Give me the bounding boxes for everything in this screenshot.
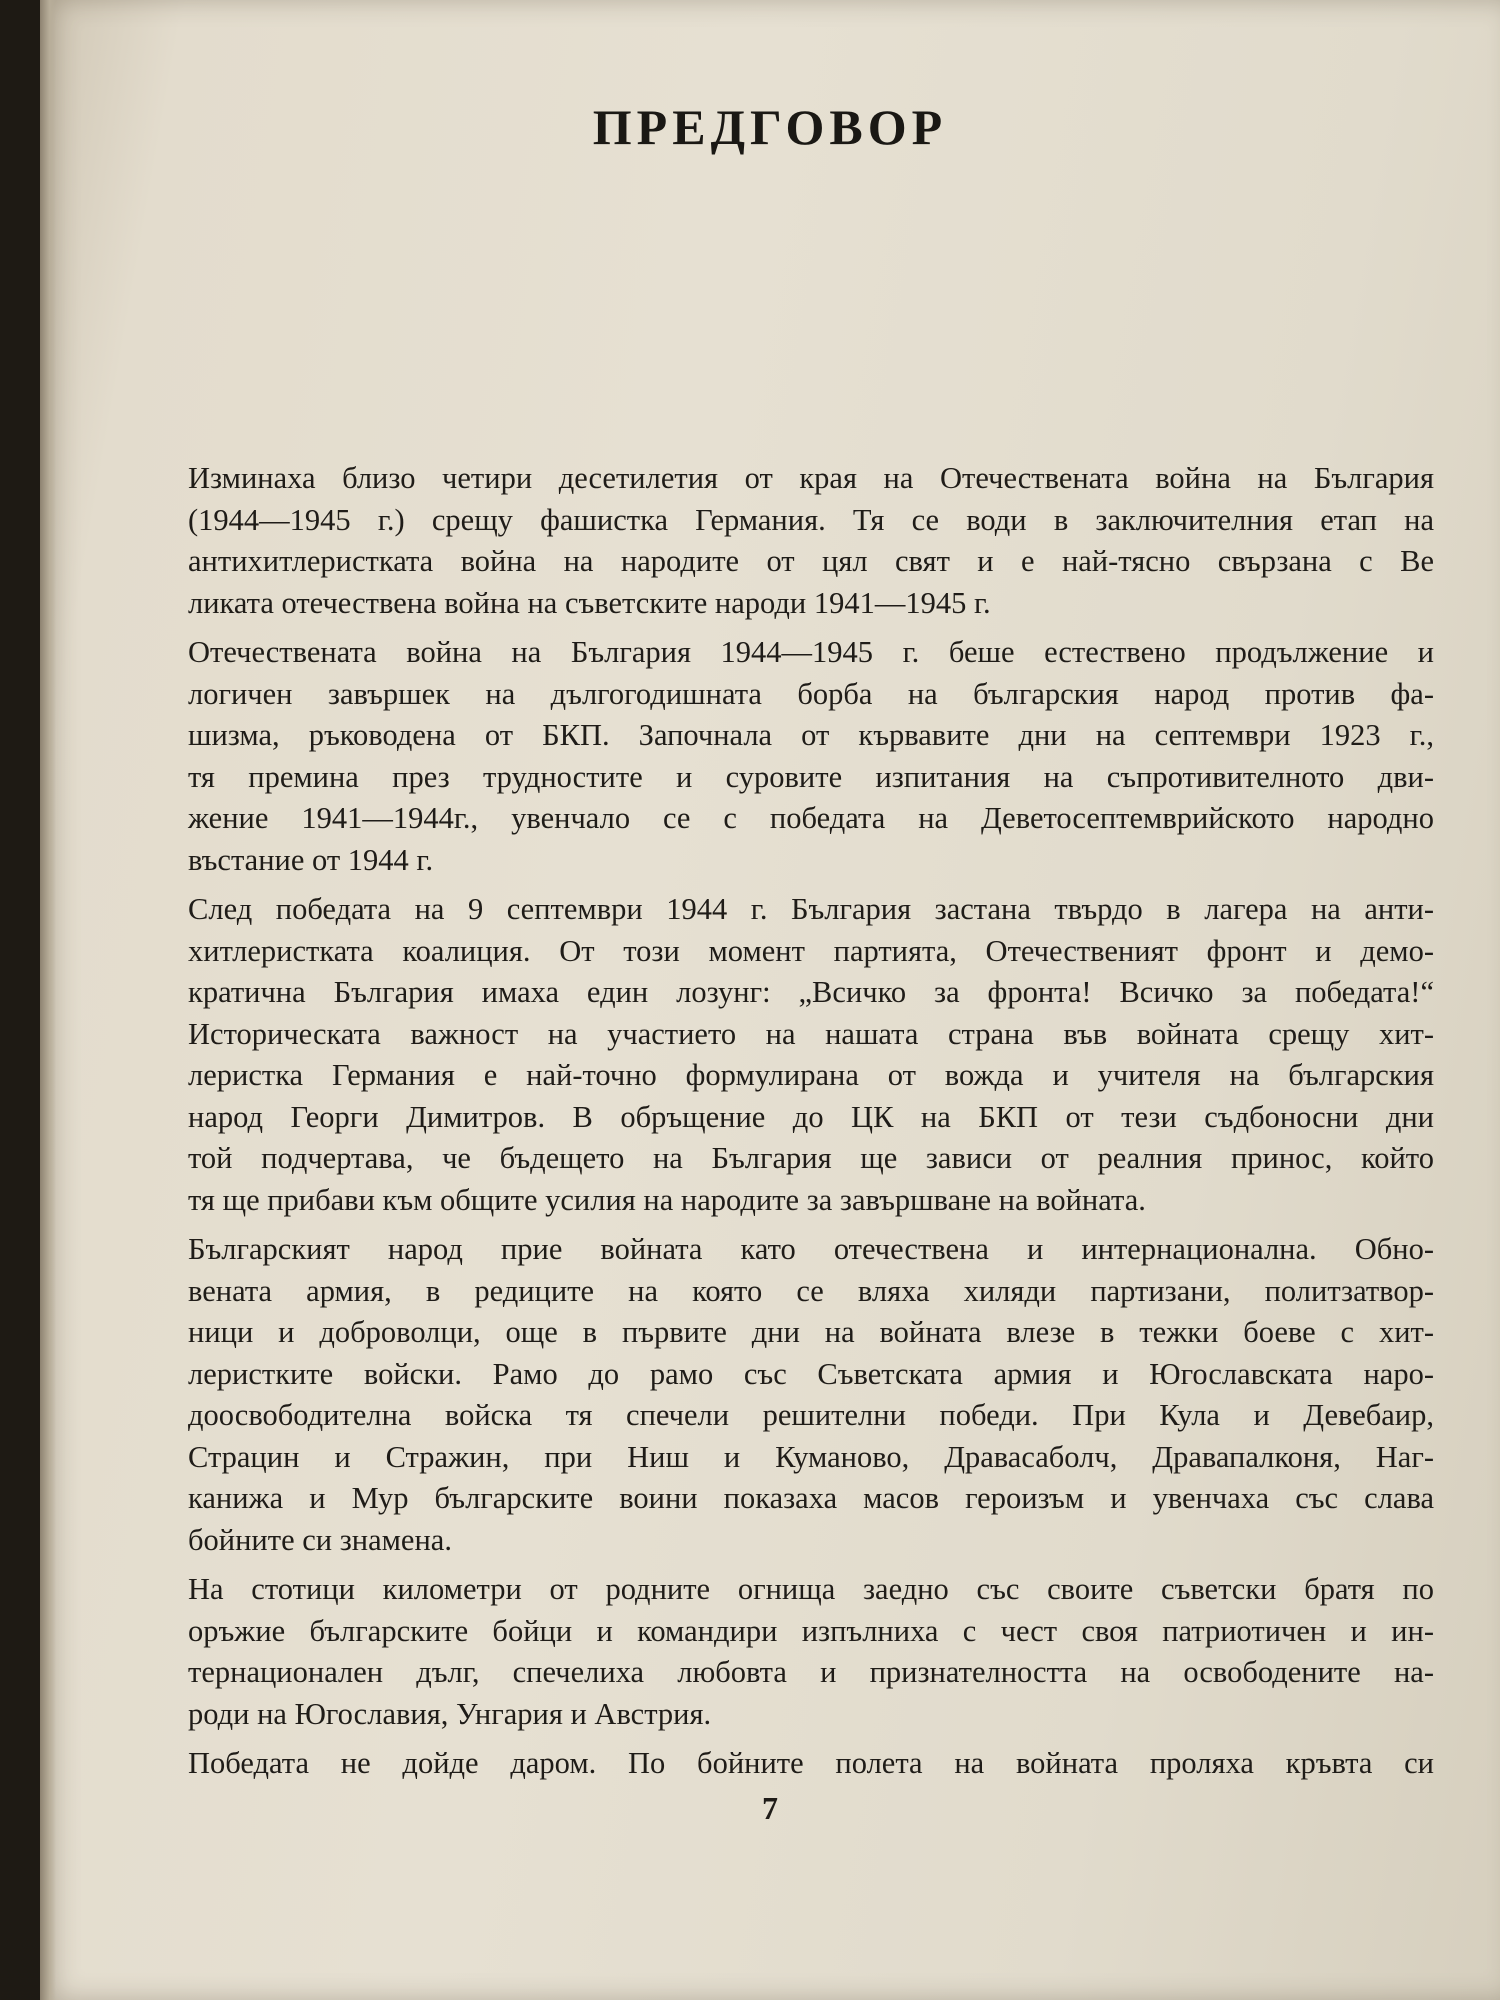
text-line: бойните си знамена.: [188, 1522, 452, 1557]
text-line: леристките войски. Рамо до рамо със Съветската армия и Югославската наро-: [188, 1356, 1434, 1391]
paragraph: [188, 1743, 1434, 1785]
text-line: канижа и Мур българските воини показаха масов героизъм и увенчаха със слава: [188, 1481, 1434, 1515]
body-text: [188, 458, 1434, 1793]
text-line: Отечествената война на България 1944—1945 г. беше естествено продължение и: [188, 635, 1434, 669]
page-gutter-shadow: [40, 0, 56, 2000]
text-line: Българският народ прие войната като отечествена и интернационална. Обно-: [188, 1232, 1434, 1266]
text-line: оръжие българските бойци и командири изпълниха с чест своя патриотичен и ин-: [188, 1613, 1434, 1648]
text-line: Изминаха близо четири десетилетия от края на Отечествената война на България: [188, 461, 1434, 495]
text-line: шизма, ръководена от БКП. Започнала от кървавите дни на септември 1923 г.,: [188, 718, 1434, 752]
text-line: ликата отечествена война на съветските народи 1941—1945 г.: [188, 585, 991, 620]
text-line: антихитлеристката война на народите от цял свят и е най-тясно свързана с Ве: [188, 544, 1434, 578]
text-line: доосвободителна войска тя спечели решителни победи. При Кула и Девебаир,: [188, 1398, 1434, 1432]
text-line: След победата на 9 септември 1944 г. България застана твърдо в лагера на анти-: [188, 892, 1434, 926]
paragraph: [188, 458, 1434, 624]
text-line: Страцин и Стражин, при Ниш и Куманово, Дравасаболч, Дравапалконя, Наг-: [188, 1439, 1434, 1474]
text-line: въстание от 1944 г.: [188, 842, 434, 877]
text-line: Историческата важност на участието на нашата страна във войната срещу хит-: [188, 1016, 1434, 1051]
paragraph: [188, 632, 1434, 881]
text-line: На стотици километри от родните огнища заедно със своите съветски братя по: [188, 1572, 1434, 1606]
text-line: народ Георги Димитров. В обръщение до ЦК на БКП от тези съдбоносни дни: [188, 1099, 1434, 1134]
text-line: логичен завършек на дългогодишната борба на българския народ против фа-: [188, 676, 1434, 711]
text-line: кратична България имаха един лозунг: „Всичко за фронта! Всичко за победата!“: [188, 975, 1434, 1009]
paragraph: [188, 1569, 1434, 1735]
text-line: вената армия, в редиците на която се вляха хиляди партизани, политзатвор-: [188, 1273, 1434, 1308]
paragraph: [188, 889, 1434, 1221]
page-number: 7: [762, 1790, 778, 1826]
text-line: (1944—1945 г.) срещу фашистка Германия. Тя се води в заключителния етап на: [188, 502, 1434, 537]
text-line: тя ще прибави към общите усилия на народите за завършване на войната.: [188, 1182, 1146, 1217]
text-line: леристка Германия е най-точно формулирана от вожда и учителя на българския: [188, 1058, 1434, 1092]
text-line: той подчертава, че бъдещето на България ще зависи от реалния принос, който: [188, 1141, 1434, 1175]
text-line: роди на Югославия, Унгария и Австрия.: [188, 1696, 712, 1731]
text-line: Победата не дойде даром. По бойните полета на войната проляха кръвта си: [188, 1746, 1434, 1780]
text-line: хитлеристката коалиция. От този момент партията, Отечественият фронт и демо-: [188, 933, 1434, 968]
page-title: ПРЕДГОВОР: [592, 99, 948, 155]
paragraph: [188, 1229, 1434, 1561]
text-line: тя премина през трудностите и суровите изпитания на съпротивителното дви-: [188, 759, 1434, 794]
text-line: жение 1941—1944г., увенчало се с победата на Деветосептемврийското народно: [188, 801, 1434, 835]
text-line: тернационален дълг, спечелиха любовта и признателността на освободените на-: [188, 1655, 1434, 1689]
text-line: ници и доброволци, още в първите дни на войната влезе в тежки боеве с хит-: [188, 1315, 1434, 1349]
book-page: [40, 0, 1500, 2000]
